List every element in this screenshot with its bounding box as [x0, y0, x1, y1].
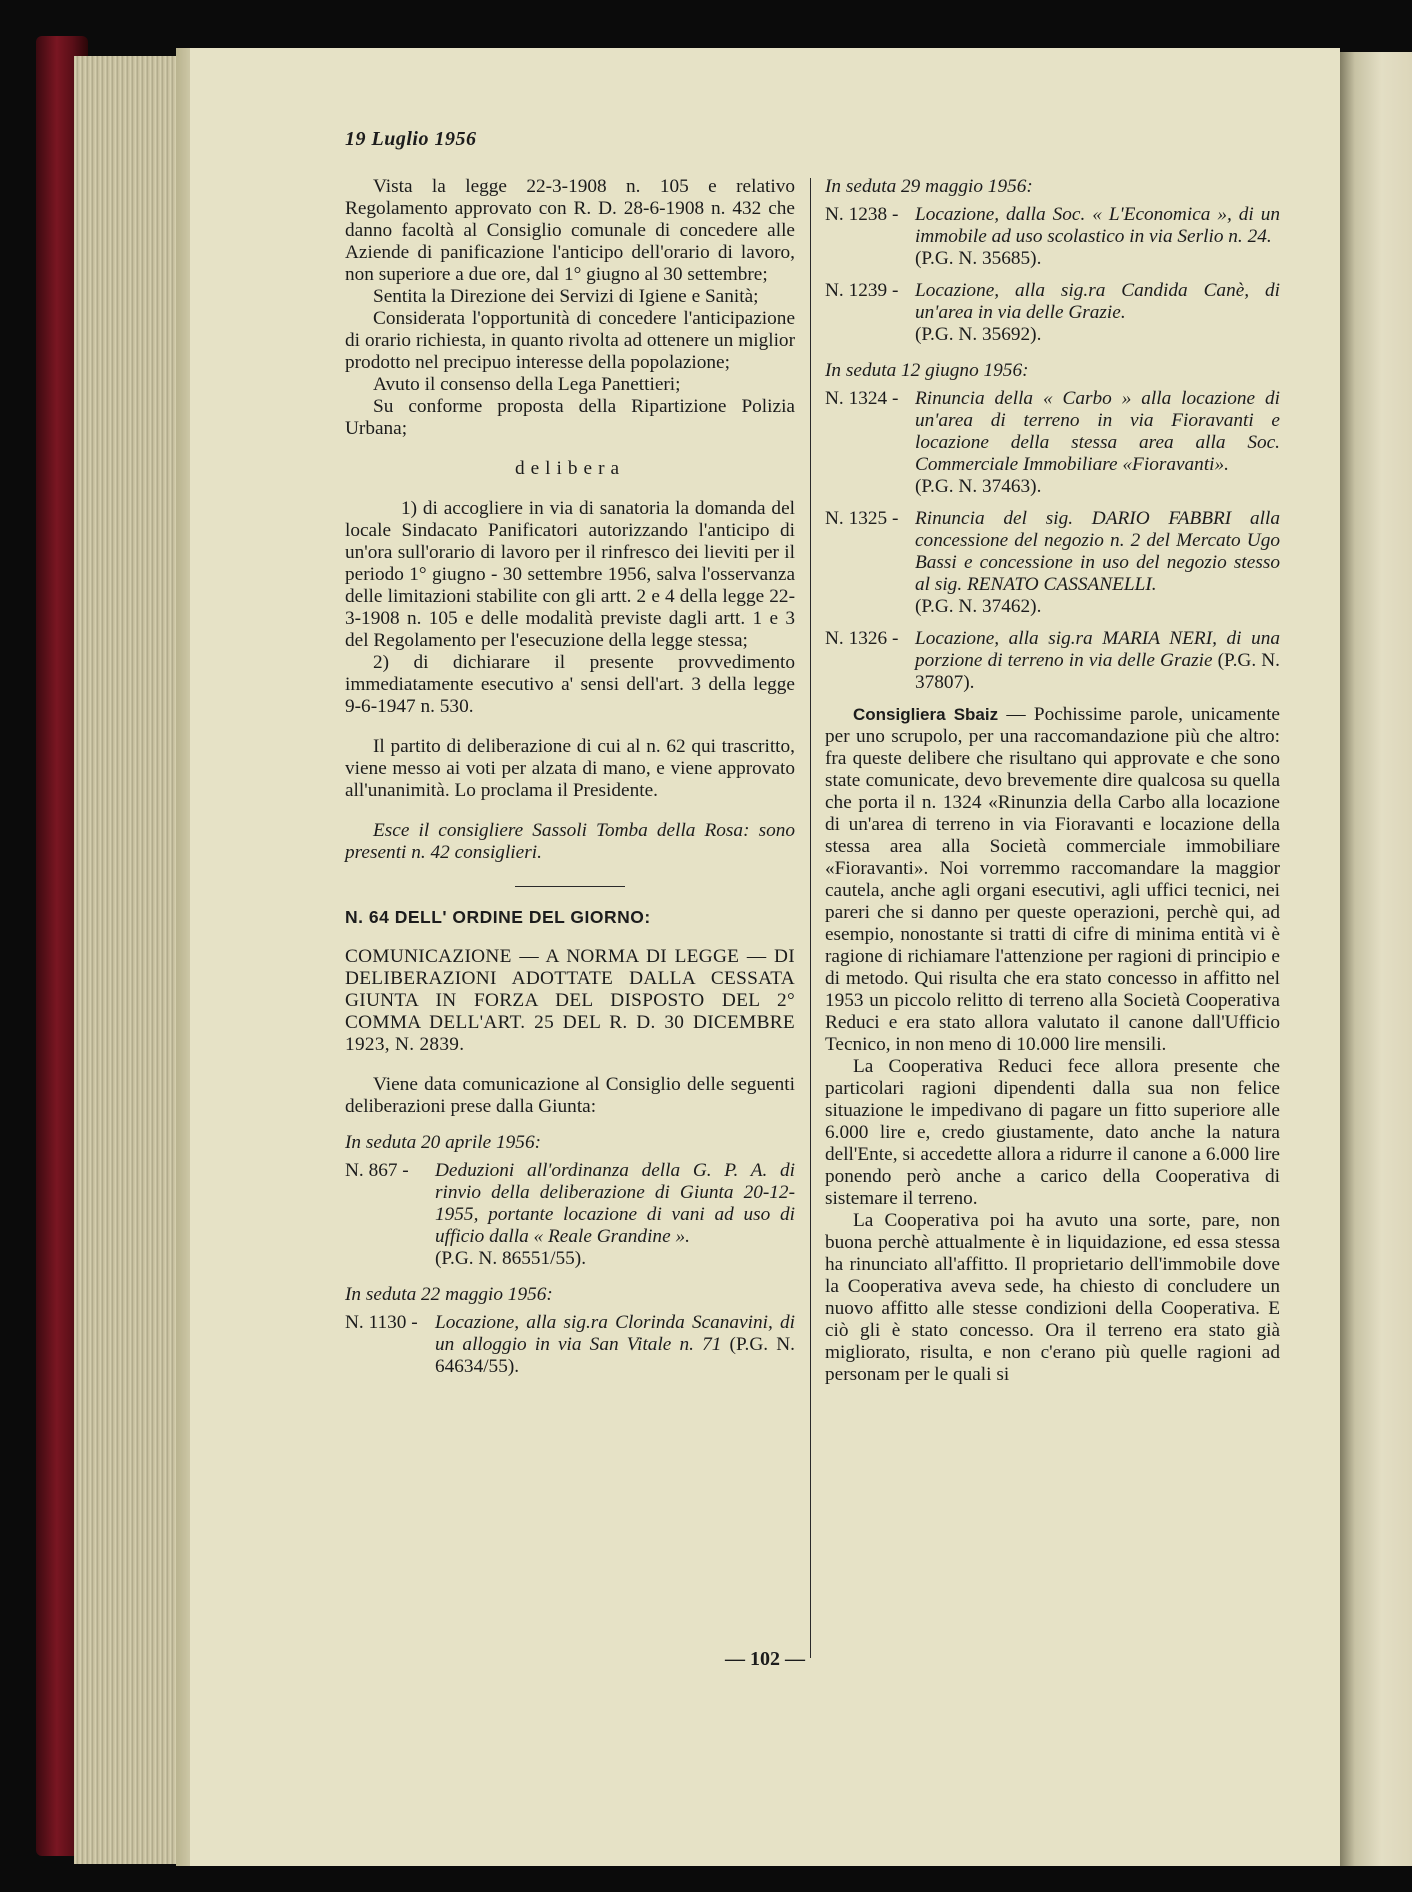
- entry-protocol: (P.G. N. 35692).: [915, 324, 1042, 345]
- entry-number: N. 1326 -: [825, 628, 899, 649]
- speech-text: — Pochissime parole, unicamente per uno scrupolo, per una raccomandazione più che altro: fra queste delibere che risultano qui approvate e che sono state comunicate, devo brevemente dire qualcosa su quella che porta il n. 1324 «Rinunzia della Carbo alla locazione di un'area di terreno in via Fioravanti e locazione della stessa area alla Società commerciale immobiliare «Fioravanti». Noi vorremmo raccomandare la maggior cautela, anche agli organi esecutivi, agli uffici tecnici, nei pareri che si danno per queste operazioni, perchè qui, ad esempio, nonostante si tratti di cifre di minima entità vi è ragione di richiamare l'attenzione per ragioni di principio e di metodo. Qui risulta che era stato concesso in affitto nel 1953 un piccolo relitto di terreno alla Società Cooperativa Reduci e era stato allora valutato il canone dall'Ufficio Tecnico, in non meno di 10.000 lire mensili.: [825, 704, 1280, 1055]
- intro-paragraph: Avuto il consenso della Lega Panettieri;: [373, 374, 681, 395]
- entry-protocol: (P.G. N. 37463).: [915, 476, 1042, 497]
- entry-title: Deduzioni all'ordinanza della G. P. A. di rinvio della deliberazione di Giunta 20-12-1955, portante locazione di vani ad uso di ufficio dalla « Reale Grandine ».: [435, 1160, 795, 1247]
- left-column: [345, 176, 795, 1388]
- communication-title: COMUNICAZIONE — A NORMA DI LEGGE — DI DELIBERAZIONI ADOTTATE DALLA CESSATA GIUNTA IN FORZA DEL DISPOSTO DEL 2° COMMA DELL'ART. 25 DEL R. D. 30 DICEMBRE 1923, N. 2839.: [345, 946, 795, 1055]
- entry-protocol: (P.G. N. 64634/55).: [435, 1334, 796, 1377]
- intro-paragraph: Sentita la Direzione dei Servizi di Igiene e Sanità;: [373, 286, 759, 307]
- resolution-point: 1) di accogliere in via di sanatoria la domanda del locale Sindacato Panificatori autorizzando l'anticipo di un'ora sull'orario di lavoro per il rinfresco dei lieviti per il periodo 1° giugno - 30 settembre 1956, salva l'osservanza delle limitazioni stabilite con gli artt. 2 e 4 della legge 22-3-1908 n. 105 e delle modalità previste dagli artt. 1 e 3 del Regolamento per l'esecuzione della legge stessa;: [345, 498, 795, 651]
- vote-paragraph: Il partito di deliberazione di cui al n. 62 qui trascritto, viene messo ai voti per alzata di mano, e viene approvato all'unanimità. Lo proclama il Presidente.: [345, 736, 795, 801]
- deliberation-entry: [825, 204, 1280, 270]
- entry-number: N. 1324 -: [825, 388, 899, 409]
- entry-title: Rinuncia della « Carbo » alla locazione di un'area di terreno in via Fioravanti e locazione della stessa area alla Soc. Commerciale Immobiliare «Fioravanti».: [915, 388, 1280, 475]
- entry-number: N. 1130 -: [345, 1312, 418, 1333]
- deliberation-entry: [345, 1312, 795, 1378]
- session-date: In seduta 20 aprile 1956:: [345, 1132, 542, 1153]
- intro-paragraph: Su conforme proposta della Ripartizione Polizia Urbana;: [345, 396, 795, 439]
- deliberation-entry: [825, 508, 1280, 618]
- deliberation-entry: [825, 280, 1280, 346]
- speech-paragraph: La Cooperativa Reduci fece allora presente che particolari ragioni dipendenti dalla sua non felice situazione le impedivano di pagare un fitto superiore alle 6.000 lire e, credo giustamente, dato anche la natura dell'Ente, si accedette allora a ridurre il canone a 6.000 lire ponendo però anche a carico della Cooperativa di sistemare il terreno.: [825, 1056, 1280, 1209]
- page-header-date: 19 Luglio 1956: [345, 128, 477, 150]
- entry-protocol: (P.G. N. 86551/55).: [435, 1248, 587, 1269]
- column-divider: [810, 178, 811, 1658]
- page-number: — 102 —: [725, 1648, 805, 1670]
- delibera-heading: delibera: [514, 458, 626, 479]
- next-page-edge: [1336, 52, 1412, 1866]
- right-column: [825, 176, 1280, 1386]
- book-page: [190, 48, 1340, 1866]
- entry-title: Rinuncia del sig. DARIO FABBRI alla concessione del negozio n. 2 del Mercato Ugo Bassi e concessione in uso del negozio stesso al sig. RENATO CASSANELLI.: [915, 508, 1280, 595]
- entry-protocol: (P.G. N. 37807).: [915, 650, 1280, 693]
- intro-paragraph: Vista la legge 22-3-1908 n. 105 e relativo Regolamento approvato con R. D. 28-6-1908 n. 432 che danno facoltà al Consiglio comunale di concedere alle Aziende di panificazione l'anticipo dell'orario di lavoro, non superiore a due ore, dal 1° giugno al 30 settembre;: [345, 176, 795, 285]
- communication-intro: Viene data comunicazione al Consiglio delle seguenti deliberazioni prese dalla Giunta:: [345, 1074, 795, 1117]
- deliberation-entry: [345, 1160, 795, 1270]
- entry-number: N. 1239 -: [825, 280, 899, 301]
- page-edges: [74, 56, 182, 1864]
- deliberation-entry: [825, 388, 1280, 498]
- entry-number: N. 867 -: [345, 1160, 409, 1181]
- intro-paragraph: Considerata l'opportunità di concedere l'anticipazione di orario richiesta, in quanto rivolta ad ottenere un miglior prodotto nel precipuo interesse della popolazione;: [345, 308, 795, 373]
- entry-title: Locazione, alla sig.ra MARIA NERI, di una porzione di terreno in via delle Grazie: [915, 628, 1280, 671]
- session-date: In seduta 22 maggio 1956:: [345, 1284, 553, 1305]
- speaker-name: Consigliera Sbaiz: [853, 705, 999, 724]
- session-date: In seduta 12 giugno 1956:: [825, 360, 1029, 381]
- speech-paragraph: [825, 704, 1280, 1056]
- deliberation-entry: [825, 628, 1280, 694]
- entry-number: N. 1325 -: [825, 508, 899, 529]
- entry-title: Locazione, alla sig.ra Clorinda Scanavini, di un alloggio in via San Vitale n. 71: [435, 1312, 795, 1355]
- agenda-item-title: N. 64 DELL' ORDINE DEL GIORNO:: [345, 907, 651, 927]
- exit-note: Esce il consigliere Sassoli Tomba della Rosa: sono presenti n. 42 consiglieri.: [345, 820, 795, 863]
- entry-number: N. 1238 -: [825, 204, 899, 225]
- session-date: In seduta 29 maggio 1956:: [825, 176, 1033, 197]
- section-divider: [515, 886, 625, 887]
- entry-title: Locazione, alla sig.ra Candida Canè, di un'area in via delle Grazie.: [915, 280, 1280, 323]
- speech-paragraph: La Cooperativa poi ha avuto una sorte, pare, non buona perchè attualmente è in liquidazione, ed essa stessa ha rinunciato all'affitto. Il proprietario dell'immobile dove la Cooperativa aveva sede, ha chiesto di concludere un nuovo affitto alle stesse condizioni della Cooperativa. E ciò gli è stato concesso. Ora il terreno era stato già migliorato, risulta, e non c'erano più quelle ragioni ad personam per le quali si: [825, 1210, 1280, 1385]
- entry-protocol: (P.G. N. 35685).: [915, 248, 1042, 269]
- resolution-point: 2) di dichiarare il presente provvedimento immediatamente esecutivo a' sensi dell'art. 3 della legge 9-6-1947 n. 530.: [345, 652, 795, 717]
- entry-title: Locazione, dalla Soc. « L'Economica », di un immobile ad uso scolastico in via Serlio n. 24.: [915, 204, 1280, 247]
- entry-protocol: (P.G. N. 37462).: [915, 596, 1042, 617]
